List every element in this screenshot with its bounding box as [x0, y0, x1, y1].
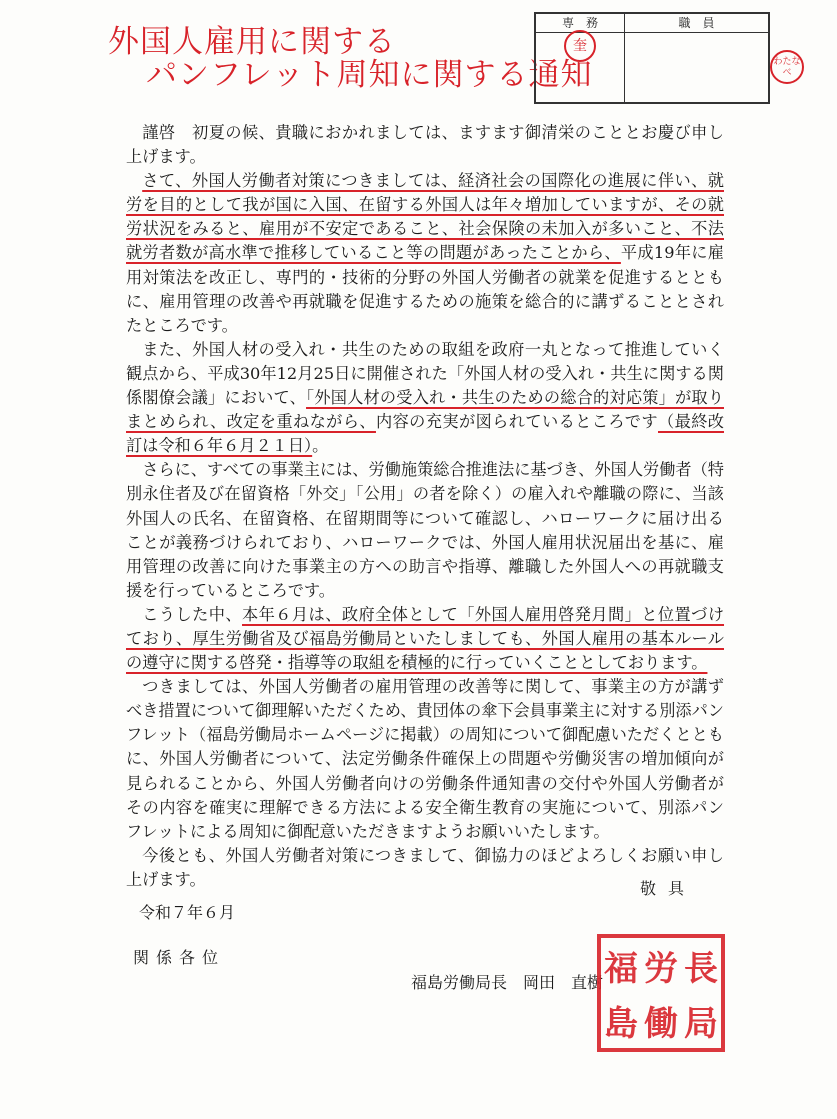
- paragraph-closing: 今後とも、外国人労働者対策につきまして、御協力のほどよろしくお願い申し上げます。: [126, 845, 724, 889]
- seal-char: 福: [604, 949, 638, 989]
- stamp-col-director: 専 務: [536, 14, 625, 32]
- paragraph-greeting: 謹啓 初夏の候、貴職におかれましては、ますます御清栄のこととお慶び申し上げます。: [126, 123, 724, 167]
- paragraph-awareness-month: こうした中、本年６月は、政府全体として「外国人雇用啓発月間」と位置づけており、厚生労働省及び福島労働局といたしましても、外国人雇用の基本ルールの遵守に関する啓発・指導等の取組を積極的に行っていくこととしております。: [126, 604, 725, 673]
- paragraph-policy: また、外国人材の受入れ・共生のための取組を政府一丸となって推進していく観点から、平成30年12月25日に開催された「外国人材の受入れ・共生に関する関係閣僚会議」において、「外国人材の受入れ・共生のための総合的対応策」が取りまとめられ、改定を重ねながら、内容の充実が図られているところです（最終改訂は令和６年６月２１日）。: [126, 339, 724, 456]
- handwritten-memo: [108, 26, 592, 91]
- closing-word: 敬具: [640, 879, 697, 898]
- memo-line-1: 外国人雇用に関する: [108, 24, 396, 60]
- letter-date: 令和７年６月: [139, 903, 236, 922]
- stamp-box-header: [536, 14, 768, 33]
- underlined-text: （最終改訂は令和６年６月２１日）: [126, 412, 724, 456]
- sender-name: 福島労働局長 岡田 直樹: [411, 973, 604, 992]
- seal-char: 働: [644, 1004, 678, 1044]
- seal-char: 長: [684, 949, 718, 989]
- paragraph-background: さて、外国人労働者対策につきましては、経済社会の国際化の進展に伴い、就労を目的として我が国に入国、在留する外国人は年々増加していますが、その就労状況をみると、雇用が不安定であること、社会保険の未加入が多いこと、不法就労者数が高水準で推移していること等の問題があったことから、平成19年に雇用対策法を改正し、専門的・技術的分野の外国人労働者の就業を促進するとともに、雇用管理の改善や再就職を促進するための施策を総合的に講ずることとされたところです。: [126, 171, 724, 335]
- letter-body: [126, 121, 724, 892]
- addressee: 関係各位: [133, 948, 226, 967]
- personal-hanko-stamp-2: わたなべ: [770, 50, 804, 84]
- underlined-text: さて、外国人労働者対策につきましては、経済社会の国際化の進展に伴い、就労を目的として我が国に入国、在留する外国人は年々増加していますが、その就労状況をみると、雇用が不安定であること、社会保険の未加入が多いこと、不法就労者数が高水準で推移していること等の問題があったことから、: [126, 171, 724, 263]
- underlined-text: 「外国人材の受入れ・共生のための総合的対応策」が取りまとめられ、改定を重ねながら、: [126, 388, 724, 432]
- stamp-box-divider: [624, 14, 625, 102]
- underlined-text: 本年６月は、政府全体として「外国人雇用啓発月間」と位置づけており、厚生労働省及び福島労働局といたしましても、外国人雇用の基本ルールの遵守に関する啓発・指導等の取組を積極的に行っていくこととしております。: [126, 604, 725, 673]
- paragraph-request: つきましては、外国人労働者の雇用管理の改善等に関して、事業主の方が講ずべき措置について御理解いただくため、貴団体の傘下会員事業主に対する別添パンフレット（福島労働局ホームページに掲載）の周知について御配慮いただくとともに、外国人労働者について、法定労働条件確保上の問題や労働災害の増加傾向が見られることから、外国人労働者向けの労働条件通知書の交付や外国人労働者がその内容を確実に理解できる方法による安全衛生教育の実施について、別添パンフレットによる周知に御配意いただきますようお願いいたします。: [126, 677, 724, 841]
- seal-char: 労: [644, 949, 678, 989]
- seal-char: 島: [604, 1004, 638, 1044]
- personal-hanko-stamp: 奎: [564, 30, 596, 62]
- paragraph-obligation: さらに、すべての事業主には、労働施策総合推進法に基づき、外国人労働者（特別永住者及び在留資格「外交」「公用」の者を除く）の雇入れや離職の際に、当該外国人の氏名、在留資格、在留期間等について確認し、ハローワークに届け出ることが義務づけられており、ハローワークでは、外国人雇用状況届出を基に、雇用管理の改善に向けた事業主の方への助言や指導、離職した外国人への再就職支援を行っているところです。: [126, 460, 724, 600]
- memo-line-2: パンフレット周知に関する通知: [146, 56, 593, 93]
- official-seal: [597, 934, 725, 1052]
- stamp-col-staff: 職 員: [678, 16, 715, 30]
- seal-char: 局: [684, 1004, 718, 1044]
